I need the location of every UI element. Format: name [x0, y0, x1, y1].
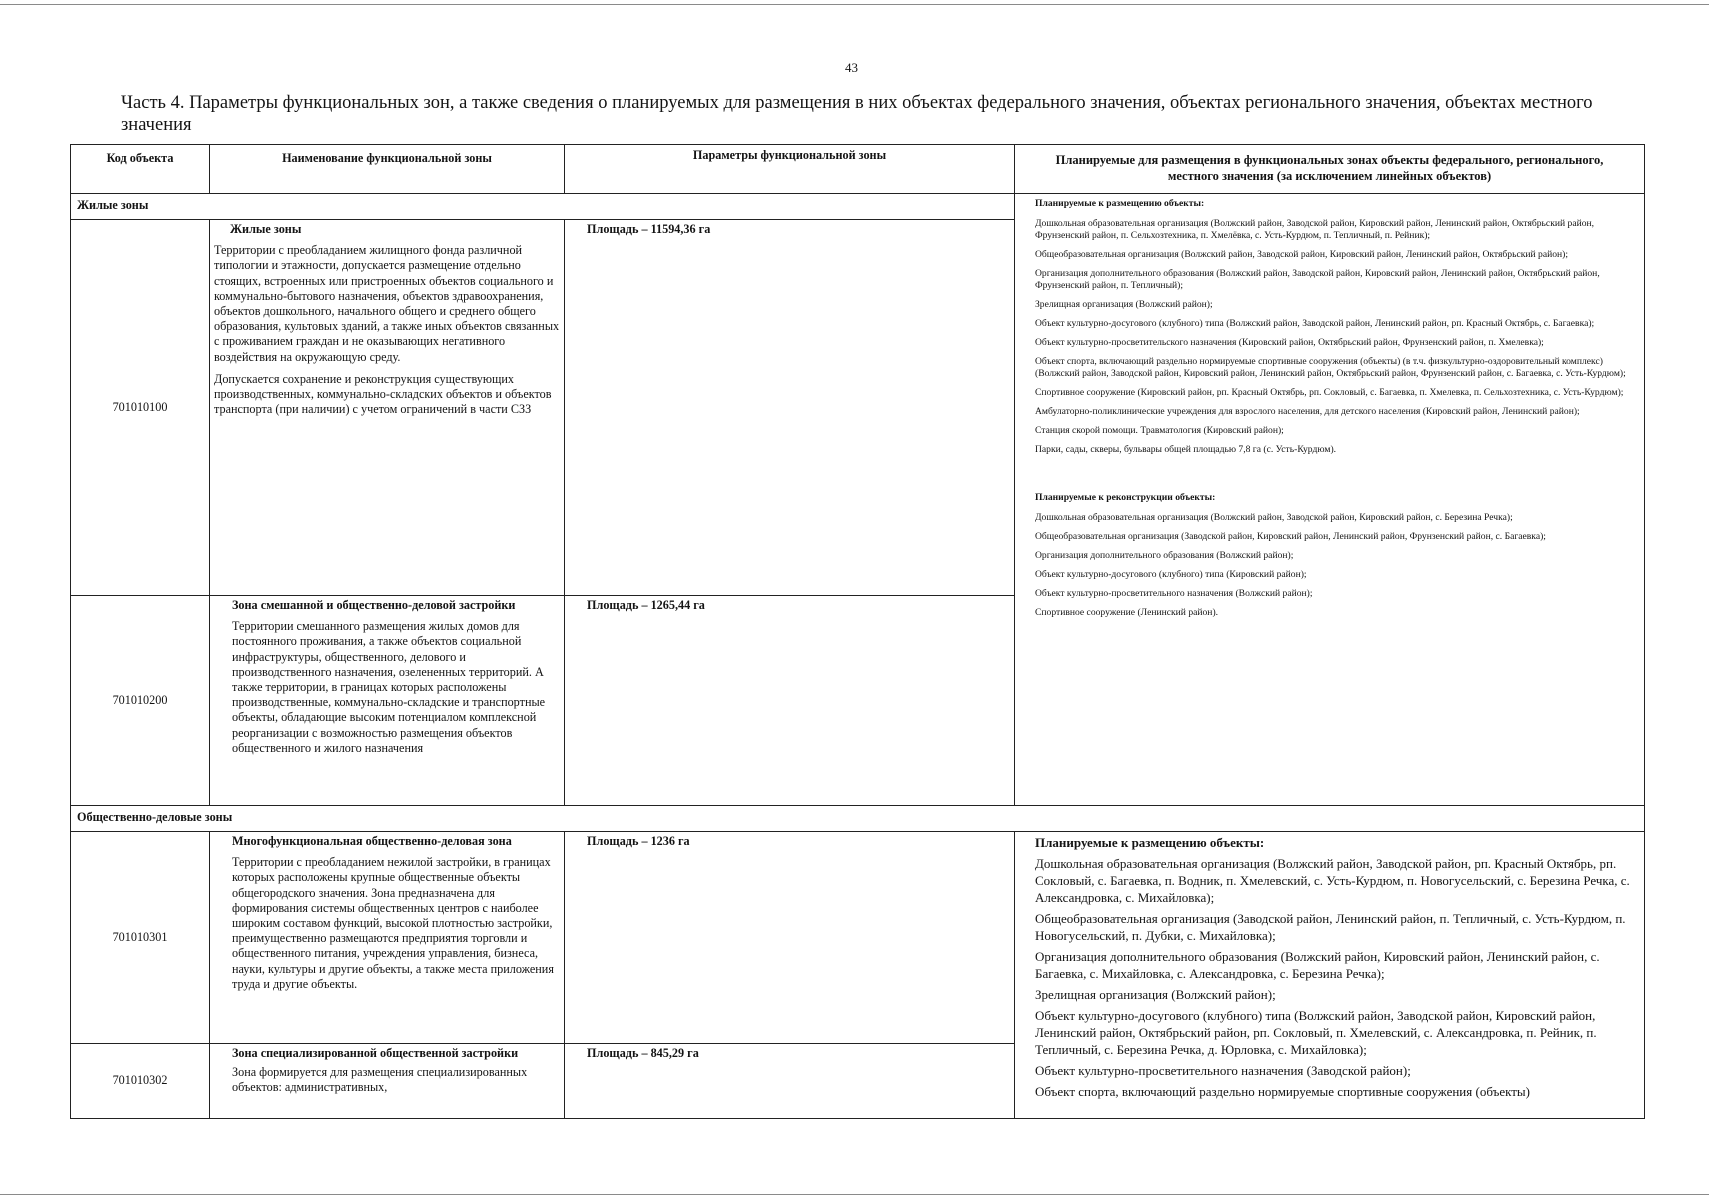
reconstruction-heading: Планируемые к реконструкции объекты:: [1035, 492, 1216, 503]
list-item: Станция скорой помощи. Травматология (Кировский район);: [1035, 425, 1284, 436]
zone-description: Территории с преобладанием жилищного фонда различной типологии и этажности, допускается размещение отдельно стоящих, встроенных или пристроенных объектов социального и коммунально-бытового назначения, объектов здравоохранения, объектов дошкольного, начального общего и среднего общего образования, культовых зданий, а также иных объектов связанных с проживанием граждан и не оказывающих негативного воздействия на окружающую среду.: [214, 243, 560, 364]
object-code: 701010302: [71, 1044, 210, 1119]
zone-description: Зона формируется для размещения специализированных объектов: административных,: [232, 1065, 528, 1095]
list-item: Объект культурно-досугового (клубного) типа (Волжский район, Заводской район, Кировский район, Ленинский район, Октябрьский район, рп. Сокловый, п. Хмелевский, с. Александровка, п. Рейник, п. Тепличный, с. Березина Речка, д. Юрловка, с. Михайловка);: [1035, 1008, 1597, 1057]
list-item: Объект культурно-просветительского назначения (Кировский район, Октябрьский район, Фрунзенский район, п. Хмелевка);: [1035, 337, 1544, 348]
header-code: Код объекта: [106, 151, 174, 165]
zone-area: Площадь – 1265,44 га: [587, 598, 705, 612]
list-item: Общеобразовательная организация (Волжский район, Заводской район, Кировский район, Ленинский район, Октябрьский район);: [1035, 249, 1569, 260]
zone-area: Площадь – 1236 га: [587, 834, 690, 848]
zone-name-cell: [210, 832, 565, 1044]
scan-edge-bottom: [0, 1194, 1709, 1195]
zone-params-cell: [565, 1044, 1015, 1119]
zone-params-cell: [565, 832, 1015, 1044]
zone-name: Жилые зоны: [230, 222, 302, 236]
header-name-cell: [210, 145, 565, 194]
zone-name: Зона смешанной и общественно-деловой застройки: [232, 598, 516, 612]
zone-area: Площадь – 845,29 га: [587, 1046, 699, 1060]
object-code: 701010301: [71, 832, 210, 1044]
zone-description: Территории с преобладанием нежилой застройки, в границах которых расположены крупные общественные объекты общегородского значения. Зона предназначена для формирования системы общественных центров с наиболее широким составом функций, высокой плотностью застройки, преимущественно размещаются предприятия торговли и общественного питания, учреждения управления, бизнеса, науки, культуры и другие объекты, а также места приложения труда и другие объекты.: [232, 855, 554, 991]
list-item: Объект культурно-досугового (клубного) типа (Кировский район);: [1035, 569, 1307, 580]
zone-name: Многофункциональная общественно-деловая зона: [232, 834, 512, 848]
header-name: Наименование функциональной зоны: [282, 151, 492, 165]
list-item: Парки, сады, скверы, бульвары общей площадью 7,8 га (с. Усть-Курдюм).: [1035, 444, 1337, 455]
zone-area: Площадь – 11594,36 га: [587, 222, 711, 236]
zone-name-cell: [210, 1044, 565, 1119]
section-title-public: Общественно-деловые зоны: [71, 806, 1645, 832]
object-code: 701010100: [71, 220, 210, 596]
zones-table: [70, 144, 1645, 1119]
public-objects-cell: [1015, 832, 1645, 1119]
scan-edge-top: [0, 4, 1709, 5]
list-item: Организация дополнительного образования (Волжский район);: [1035, 550, 1294, 561]
table-row: [71, 832, 1645, 1044]
zone-params-cell: [565, 220, 1015, 596]
zone-name: Зона специализированной общественной застройки: [232, 1046, 519, 1060]
table-header-row: [71, 145, 1645, 194]
list-item: Объект спорта, включающий раздельно нормируемые спортивные сооружения (объекты) (в т.ч. физкультурно-оздоровительный комплекс) (Волжский район, Заводской район, Кировский район, Ленинский район, Октябрьский район, Фрунзенский район, с. Багаевка, с. Усть-Курдюм);: [1035, 356, 1626, 379]
list-item: Объект спорта, включающий раздельно нормируемые спортивные сооружения (объекты): [1035, 1084, 1530, 1099]
header-params: Параметры функциональной зоны: [692, 148, 887, 162]
residential-objects-cell: [1015, 194, 1645, 806]
header-code-cell: [71, 145, 210, 194]
zone-description: Допускается сохранение и реконструкция существующих производственных, коммунально-складских объектов и объектов транспорта (при наличии) с учетом ограничений в части СЗЗ: [214, 371, 552, 417]
zone-name-cell: [210, 220, 565, 596]
list-item: Общеобразовательная организация (Заводской район, Ленинский район, п. Тепличный, с. Усть-Курдюм, п. Новогусельский, п. Дубки, с. Михайловка);: [1035, 911, 1626, 943]
zone-params-cell: [565, 596, 1015, 806]
list-item: Организация дополнительного образования (Волжский район, Заводской район, Кировский район, Ленинский район, Октябрьский район, Фрунзенский район, п. Тепличный);: [1035, 268, 1600, 291]
header-objects-cell: [1015, 145, 1645, 194]
zone-name-cell: [210, 596, 565, 806]
list-item: Общеобразовательная организация (Заводской район, Кировский район, Ленинский район, Фрунзенский район, с. Багаевка);: [1035, 531, 1546, 542]
list-item: Дошкольная образовательная организация (Волжский район, Заводской район, рп. Красный Октябрь, рп. Сокловый, с. Багаевка, п. Водник, п. Хмелевский, с. Усть-Курдюм, п. Новогусельский, с. Березина Речка, с. Александровка, с. Михайловка);: [1035, 856, 1630, 905]
zone-description: Территории смешанного размещения жилых домов для постоянного проживания, а также объектов социальной инфраструктуры, общественного, делового и производственного назначения, озелененных территорий. А также территории, в границах которых расположены производственные, коммунально-складские и транспортные объекты, обладающие высоким потенциалом комплексной реорганизации с возможностью размещения объектов общественного и жилого назначения: [232, 619, 546, 755]
list-item: Спортивное сооружение (Ленинский район).: [1035, 607, 1219, 618]
list-item: Амбулаторно-поликлинические учреждения для взрослого населения, для детского населения (Кировский район, Ленинский район);: [1035, 406, 1580, 417]
header-params-cell: [565, 145, 1015, 194]
planned-objects-heading: Планируемые к размещению объекты:: [1035, 835, 1265, 850]
list-item: Объект культурно-просветительного назначения (Волжский район);: [1035, 588, 1313, 599]
list-item: Объект культурно-просветительного назначения (Заводской район);: [1035, 1063, 1411, 1078]
section-row-residential: [71, 194, 1645, 220]
planned-objects-list-public: [1015, 834, 1644, 1100]
header-objects: Планируемые для размещения в функциональных зонах объекты федерального, регионального, местного значения (за исключением линейных объектов): [1055, 153, 1604, 183]
planned-objects-heading: Планируемые к размещению объекты:: [1035, 198, 1205, 209]
planned-objects-list-residential: [1015, 198, 1644, 619]
list-item: Спортивное сооружение (Кировский район, рп. Красный Октябрь, рп. Сокловый, с. Багаевка, п. Хмелевка, п. Сельхозтехника, с. Усть-Курдюм);: [1035, 387, 1624, 398]
list-item: Дошкольная образовательная организация (Волжский район, Заводской район, Кировский район, Ленинский район, Октябрьский район, Фрунзенский район, п. Сельхозтехника, п. Хмелёвка, с. Усть-Курдюм, п. Тепличный, п. Рейник);: [1035, 218, 1595, 241]
page-number: 43: [845, 60, 858, 75]
section-row-public: [71, 806, 1645, 832]
list-item: Дошкольная образовательная организация (Волжский район, Заводской район, Кировский район, с. Березина Речка);: [1035, 512, 1513, 523]
list-item: Объект культурно-досугового (клубного) типа (Волжский район, Заводской район, Ленинский район, рп. Красный Октябрь, с. Багаевка);: [1035, 318, 1595, 329]
object-code: 701010200: [71, 596, 210, 806]
list-item: Зрелищная организация (Волжский район);: [1035, 299, 1213, 310]
list-item: Зрелищная организация (Волжский район);: [1035, 987, 1276, 1002]
list-item: Организация дополнительного образования (Волжский район, Кировский район, Ленинский район, с. Багаевка, с. Михайловка, с. Александровка, с. Березина Речка);: [1035, 949, 1600, 981]
section-title-residential: Жилые зоны: [71, 194, 1015, 220]
page-title: Часть 4. Параметры функциональных зон, а также сведения о планируемых для размещения в них объектах федерального значения, объектах регионального значения, объектах местного значения: [121, 93, 1593, 135]
